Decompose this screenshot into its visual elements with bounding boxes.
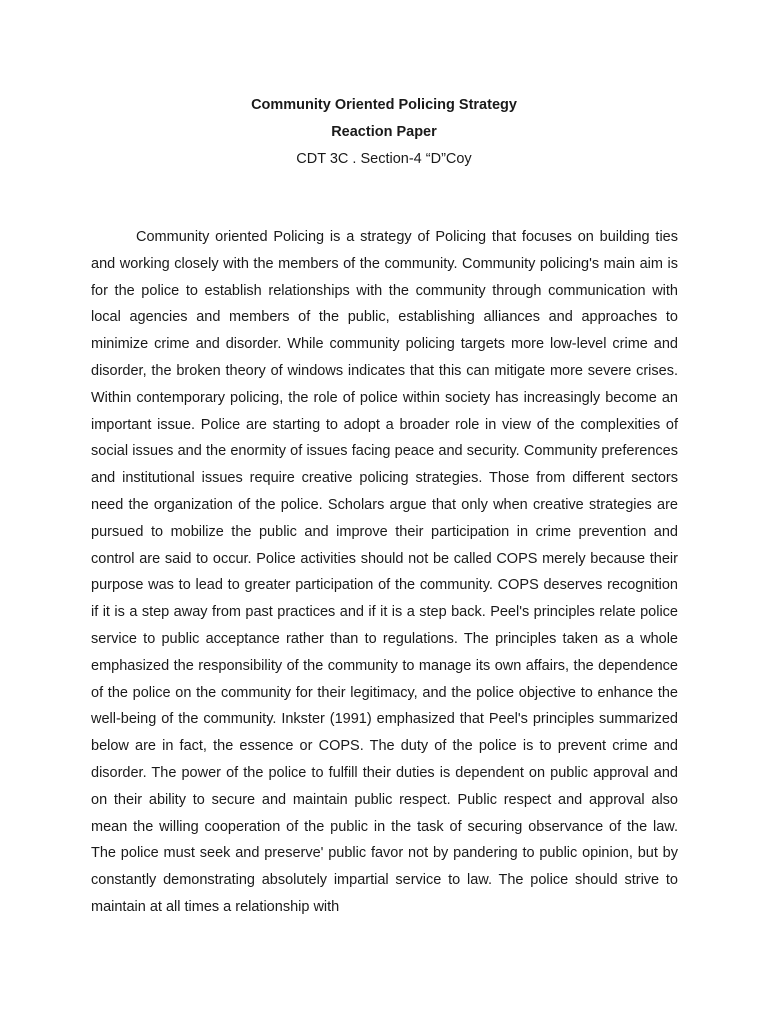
section-line: CDT 3C . Section-4 “D”Coy <box>296 151 472 167</box>
document-subtitle: Reaction Paper <box>331 124 437 140</box>
body-paragraph: Community oriented Policing is a strategy of Policing that focuses on building ties and working closely with the members of the community. Community policing's main aim is for the police to establish relationships with the community through communication with local agencies and members of the public, establishing alliances and approaches to minimize crime and disorder. While community policing targets more low-level crime and disorder, the broken theory of windows indicates that this can mitigate more severe crises. Within contemporary policing, the role of police within society has increasingly become an important issue. Police are starting to adopt a broader role in view of the complexities of social issues and the enormity of issues facing peace and security. Community preferences and institutional issues require creative policing strategies. Those from different sectors need the organization of the police. Scholars argue that only when creative strategies are pursued to mobilize the public and improve their participation in crime prevention and control are said to occur. Police activities should not be called COPS merely because their purpose was to lead to greater participation of the community. COPS deserves recognition if it is a step away from past practices and if it is a step back. Peel's principles relate police service to public acceptance rather than to regulations. The principles taken as a whole emphasized the responsibility of the community to manage its own affairs, the dependence of the police on the community for their legitimacy, and the police objective to enhance the well-being of the community. Inkster (1991) emphasized that Peel's principles summarized below are in fact, the essence or COPS. The duty of the police is to prevent crime and disorder. The power of the police to fulfill their duties is dependent on public approval and on their ability to secure and maintain public respect. Public respect and approval also mean the willing cooperation of the public in the task of securing observance of the law. The police must seek and preserve' public favor not by pandering to public opinion, but by constantly demonstrating absolutely impartial service to law. The police should strive to maintain at all times a relationship with <box>91 229 678 915</box>
document-title: Community Oriented Policing Strategy <box>251 97 517 113</box>
document-header <box>0 92 768 173</box>
